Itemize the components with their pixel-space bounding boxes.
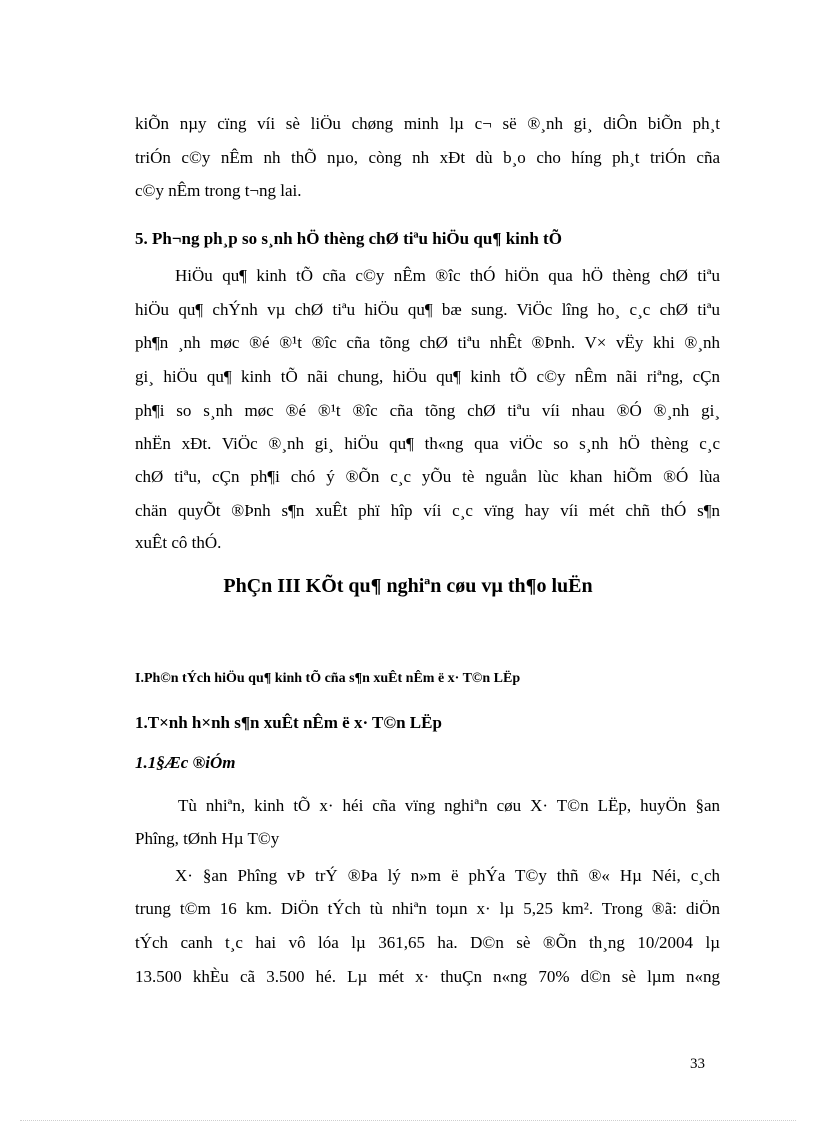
paragraph-line: ph¶i so s¸nh møc ®é ®¹t ®îc cña tõng chØ tiªu víi nhau ®Ó ®¸nh gi¸ <box>135 401 720 420</box>
paragraph-line: 13.500 khÈu cã 3.500 hé. Lµ mét x· thuÇn n«ng 70% d©n sè lµm n«ng <box>135 967 720 986</box>
section-heading: I.Ph©n tÝch hiÖu qu¶ kinh tÕ cña s¶n xuÊt nÊm ë x· T©n LËp <box>135 671 521 686</box>
paragraph-line: X· §an Phîng vÞ trÝ ®Þa lý n»m ë phÝa T©y thñ ®« Hµ Néi, c¸ch <box>175 866 720 885</box>
paragraph-line: c©y nÊm trong t¬ng lai. <box>135 181 302 200</box>
part-title: PhÇn III KÕt qu¶ nghiªn cøu vµ th¶o luËn <box>223 575 593 597</box>
paragraph-line: hiÖu qu¶ chÝnh vµ chØ tiªu hiÖu qu¶ bæ sung. ViÖc lîng ho¸ c¸c chØ tiªu <box>135 300 720 319</box>
paragraph-line: nhËn xÐt. ViÖc ®¸nh gi¸ hiÖu qu¶ th«ng qua viÖc so s¸nh hÖ thèng c¸c <box>135 434 720 453</box>
paragraph-line: gi¸ hiÖu qu¶ kinh tÕ nãi chung, hiÖu qu¶ kinh tÕ c©y nÊm nãi riªng, cÇn <box>135 367 720 386</box>
paragraph-line: triÓn c©y nÊm nh thÕ nµo, còng nh xÐt dù b¸o cho híng ph¸t triÓn cña <box>135 148 720 167</box>
paragraph-line: trung t©m 16 km. DiÖn tÝch tù nhiªn toµn x· lµ 5,25 km². Trong ®ã: diÖn <box>135 899 720 918</box>
page-number: 33 <box>690 1056 705 1072</box>
paragraph-line: Phîng, tØnh Hµ T©y <box>135 829 280 848</box>
paragraph-line: HiÖu qu¶ kinh tÕ cña c©y nÊm ®îc thÓ hiÖn qua hÖ thèng chØ tiªu <box>175 266 720 285</box>
paragraph-line: ph¶n ¸nh møc ®é ®¹t ®îc cña tõng chØ tiªu nhÊt ®Þnh. V× vËy khi ®¸nh <box>135 333 720 352</box>
paragraph-line: kiÕn nµy cïng víi sè liÖu chøng minh lµ c¬ së ®¸nh gi¸ diÔn biÕn ph¸t <box>135 114 720 133</box>
paragraph-line: Tù nhiªn, kinh tÕ x· héi cña vïng nghiªn cøu X· T©n LËp, huyÖn §an <box>178 796 720 815</box>
paragraph-line: chän quyÕt ®Þnh s¶n xuÊt phï hîp víi c¸c vïng hay víi mét chñ thÓ s¶n <box>135 501 720 520</box>
footer-divider <box>20 1120 796 1121</box>
paragraph-line: tÝch canh t¸c hai vô lóa lµ 361,65 ha. D©n sè ®Õn th¸ng 10/2004 lµ <box>135 933 720 952</box>
subsection-heading: 1.1§Æc ®iÓm <box>135 753 236 772</box>
paragraph-line: chØ tiªu, cÇn ph¶i chó ý ®Õn c¸c yÕu tè nguån lùc khan hiÕm ®Ó lùa <box>135 467 720 486</box>
paragraph-line: xuÊt cô thÓ. <box>135 533 222 552</box>
section-heading: 5. Ph¬ng ph¸p so s¸nh hÖ thèng chØ tiªu hiÖu qu¶ kinh tÕ <box>135 229 562 248</box>
section-heading: 1.T×nh h×nh s¶n xuÊt nÊm ë x· T©n LËp <box>135 713 442 732</box>
